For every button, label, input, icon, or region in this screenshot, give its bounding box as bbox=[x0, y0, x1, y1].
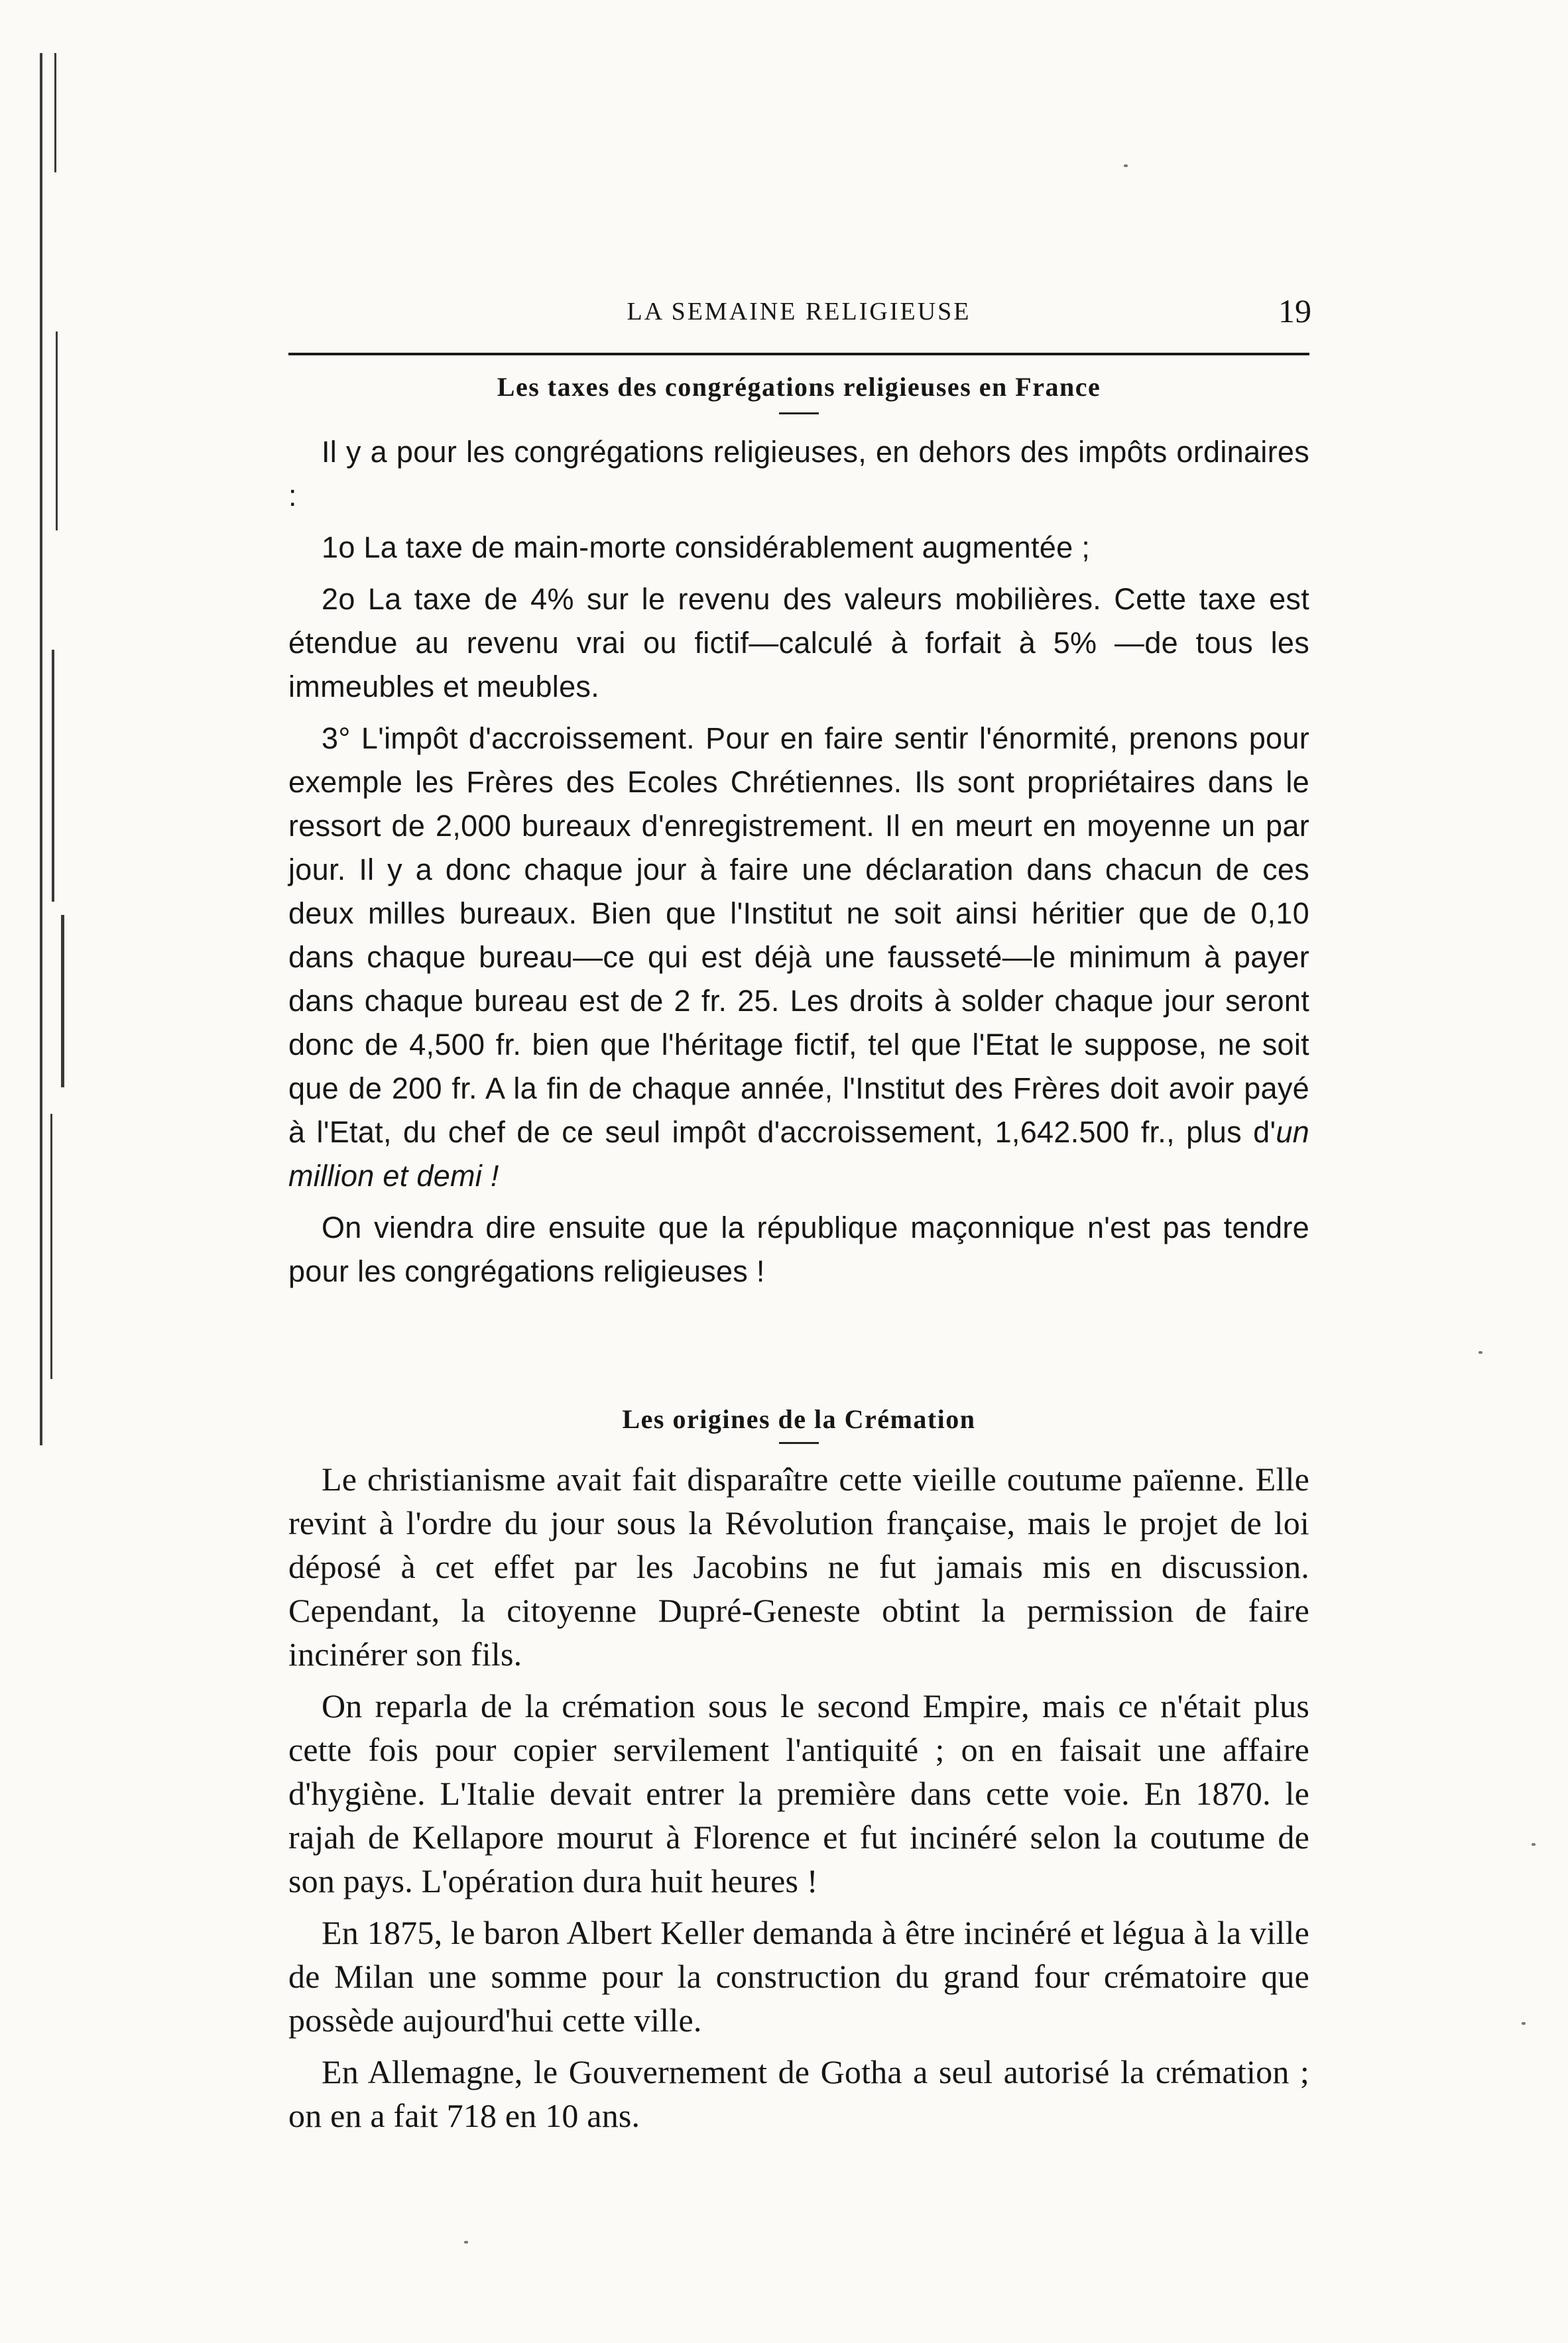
margin-speck bbox=[1532, 1843, 1536, 1846]
paragraph: On viendra dire ensuite que la république maçonnique n'est pas tendre pour les congrégations religieuses ! bbox=[288, 1211, 1309, 1288]
paragraph: Il y a pour les congrégations religieuses, en dehors des impôts ordinaires : bbox=[288, 435, 1309, 512]
italic-emphasis: un million et demi ! bbox=[288, 1115, 1309, 1193]
paragraph: 2o La taxe de 4% sur le revenu des valeurs mobilières. Cette taxe est étendue au revenu vrai ou fictif—calculé à forfait à 5% —de tous les immeubles et meubles. bbox=[288, 582, 1309, 703]
binding-edge-marks bbox=[32, 53, 72, 1485]
page-header bbox=[285, 292, 1313, 331]
title-dash bbox=[779, 412, 819, 414]
header-rule bbox=[288, 353, 1309, 355]
article-title: Les origines de la Crémation bbox=[622, 1404, 976, 1434]
title-dash bbox=[779, 1442, 819, 1444]
paragraph bbox=[288, 717, 1309, 1198]
page-number: 19 bbox=[1278, 292, 1311, 330]
paragraph: En Allemagne, le Gouvernement de Gotha a seul autorisé la crémation ; on en a fait 718 en 10 ans. bbox=[288, 2053, 1309, 2134]
paragraph: On reparla de la crémation sous le second Empire, mais ce n'était plus cette fois pour copier servilement l'antiquité ; on en faisait une affaire d'hygiène. L'Italie devait entrer la première dans cette voie. En 1870. le rajah de Kellapore mourut à Florence et fut incinéré selon la coutume de son pays. L'opération dura huit heures ! bbox=[288, 1687, 1309, 1899]
article-title: Les taxes des congrégations religieuses en France bbox=[497, 372, 1101, 402]
running-title: LA SEMAINE RELIGIEUSE bbox=[627, 298, 971, 326]
margin-speck bbox=[1522, 2022, 1526, 2025]
paragraph: En 1875, le baron Albert Keller demanda à être incinéré et légua à la ville de Milan une somme pour la construction du grand four crématoire que possède aujourd'hui cette ville. bbox=[288, 1914, 1309, 2039]
margin-speck bbox=[1478, 1351, 1482, 1354]
paragraph: 1o La taxe de main-morte considérablement augmentée ; bbox=[322, 530, 1091, 564]
margin-speck bbox=[1124, 164, 1128, 167]
article-cremation-origins bbox=[288, 1401, 1309, 2145]
paragraph: Le christianisme avait fait disparaître cette vieille coutume païenne. Elle revint à l'ordre du jour sous la Révolution française, mais le projet de loi déposé à cet effet par les Jacobins ne fut jamais mis en discussion. Cependant, la citoyenne Dupré-Geneste obtint la permission de faire incinérer son fils. bbox=[288, 1461, 1309, 1673]
article-congregation-taxes bbox=[288, 369, 1309, 1301]
paragraph-text: 3° L'impôt d'accroissement. Pour en faire sentir l'énormité, prenons pour exemple les Frères des Ecoles Chrétiennes. Ils sont propriétaires dans le ressort de 2,000 bureaux d'enregistrement. Il en meurt en moyenne un par jour. Il y a donc chaque jour à faire une déclaration dans chacun de ces deux milles bureaux. Bien que l'Institut ne soit ainsi héritier que de 0,10 dans chaque bureau—ce qui est déjà une fausseté—le minimum à payer dans chaque bureau est de 2 fr. 25. Les droits à solder chaque jour seront donc de 4,500 fr. bien que l'héritage fictif, tel que l'Etat le suppose, ne soit que de 200 fr. A la fin de chaque année, l'Institut des Frères doit avoir payé à l'Etat, du chef de ce seul impôt d'accroissement, 1,642.500 fr., plus d' bbox=[288, 721, 1309, 1149]
margin-speck bbox=[464, 2241, 468, 2244]
